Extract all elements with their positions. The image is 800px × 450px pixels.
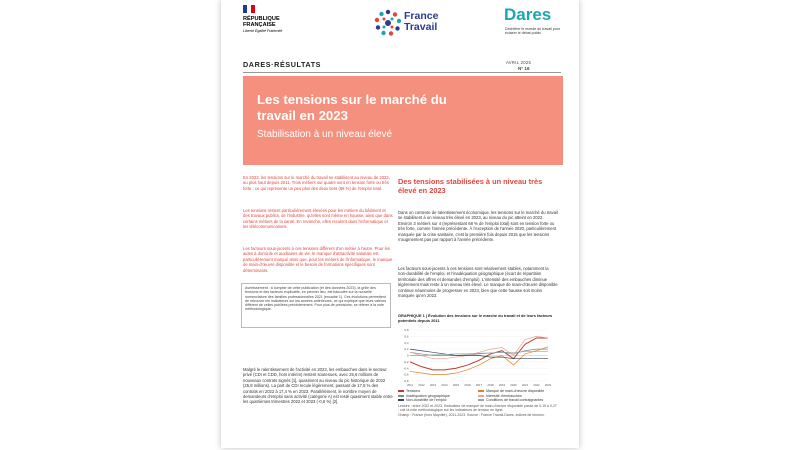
legend-label: Manque de main-d'œuvre disponible <box>486 389 545 393</box>
x-tick-label: 2020 <box>510 383 517 387</box>
y-tick-label: -0,8 <box>403 379 409 383</box>
lead-paragraph: En 2023, les tensions sur le marché du travail se stabilisent au niveau de 2022, au plus haut depuis 2011. Trois métiers sur quatre sont en tension forte ou très forte ; ce qui représente un peu plus des deux tiers (68 %) de l'emploi total. <box>243 175 390 191</box>
france-travail-name: France Travail <box>404 10 439 33</box>
x-tick-label: 2019 <box>498 383 506 387</box>
legend-item <box>398 398 446 402</box>
issue-number: N° 16 <box>518 66 530 71</box>
x-tick-label: 2014 <box>441 383 448 387</box>
legend-swatch <box>478 395 484 397</box>
chart-legend <box>398 389 558 403</box>
france-travail-logo-icon <box>373 8 403 38</box>
x-tick-label: 2011 <box>406 383 414 387</box>
republique-francaise-title: RÉPUBLIQUE FRANÇAISE <box>243 16 280 28</box>
summary-paragraph-2: Les tensions restent particulièrement élevées pour les métiers du bâtiment et des travaux publics, de l'industrie, qu'elles sont même en hausse, ainsi que dans certains métiers de la santé. En revanche, elles reculent dans l'informatique et les télécommunications. <box>243 208 393 230</box>
x-tick-label: 2012 <box>418 383 425 387</box>
x-tick-label: 2015 <box>452 383 460 387</box>
page-subtitle: Stabilisation à un niveau élevé <box>257 129 393 140</box>
x-tick-label: 2018 <box>487 383 494 387</box>
french-flag-icon <box>243 5 255 13</box>
y-tick-label: 0,4 <box>404 340 409 345</box>
series-title: DARES·RÉSULTATS <box>243 60 322 69</box>
issue-date: AVRIL 2025 <box>506 60 532 65</box>
y-tick-label: -0,6 <box>403 372 409 377</box>
y-tick-label: -0,2 <box>403 359 409 364</box>
legend-label: Conditions de travail contraignantes <box>486 398 544 402</box>
publication-page <box>221 0 579 448</box>
legend-swatch <box>478 390 484 392</box>
header-divider <box>243 72 561 73</box>
legend-swatch <box>478 399 484 401</box>
figure-source: Champ : France (hors Mayotte), 2011-2023. Source : France Travail-Dares, indices de tension. <box>398 412 545 417</box>
figure-notes <box>398 404 558 417</box>
warning-note-text: Avertissement : à compter de cette publication (et des données 2023), la grille des tensions et des facteurs explicatifs, en premier lieu, est basculée sur la nouvelle nomenclature des familles professionnelles 2021 (encadré 1). Ces évolutions permettent de retrouver les indicateurs sur les années antérieures, ce qui explique que leurs valeurs diffèrent de celles publiées précédemment. Pour plus de précisions, se référer à la note méthodologique. <box>245 286 387 312</box>
y-tick-label: 0,2 <box>404 347 409 352</box>
dares-logo: Dares <box>504 5 552 24</box>
dares-tagline: Déchiffrer le monde du travail pour éclairer le débat public <box>505 27 561 36</box>
figure-title: GRAPHIQUE 1 | Évolution des tensions sur le marché du travail et de leurs facteurs potentiels depuis 2011 <box>398 313 553 323</box>
x-tick-label: 2022 <box>533 383 540 387</box>
warning-note-box <box>241 283 391 328</box>
body-paragraph-left: Malgré le ralentissement de l'activité en 2023, les embauches dans le secteur privé (CDI et CDD, hors intérim) restent soutenues, avec 25,6 millions de nouveaux contrats signés [1], quasiment au niveau du pic historique de 2022 (25,8 millions). La part de CDI recule légèrement, passant de 17,8 % des contrats en 2022 à 17,4 % en 2023. Parallèlement, le nombre moyen de demandeurs d'emploi sans activité (catégorie A) est resté quasiment stable entre les quatrièmes trimestres 2022 et 2023 (-0,6 %) [2]. <box>243 367 393 405</box>
x-tick-label: 2023 <box>544 383 552 387</box>
x-tick-label: 2017 <box>475 383 483 387</box>
line-chart <box>398 327 558 389</box>
summary-paragraph-3: Les facteurs sous-jacents à ces tensions diffèrent d'un métier à l'autre. Pour les aides à domicile et auxiliaires de vie, le manque d'attractivité salariale est particulièrement marqué alors que, pour les métiers de l'informatique, le manque de main-d'œuvre disponible et le besoin de formations spécifiques sont déterminants. <box>243 246 393 273</box>
y-tick-label: 0,8 <box>404 328 409 332</box>
x-tick-label: 2016 <box>464 383 471 387</box>
x-tick-label: 2013 <box>429 383 437 387</box>
legend-item <box>478 398 543 402</box>
y-tick-label: -0,4 <box>403 366 409 371</box>
legend-label: Inadéquation géographique <box>406 393 450 398</box>
legend-swatch <box>398 399 404 401</box>
body-paragraph-right-1: Dans un contexte de ralentissement économique, les tensions sur le marché du travail se stabilisent à un niveau très élevé en 2023, au niveau du pic atteint en 2022. Environ 3 métiers sur 4 (représentant 68 % de l'emploi total) sont en tension forte ou très forte, comme l'année précédente. À l'exception de l'année 2020, particulièrement marquée par la crise sanitaire, c'est la première fois depuis 2015 que les tensions n'augmentent pas par rapport à l'année précédente. <box>398 210 558 243</box>
body-paragraph-right-2: Les facteurs sous-jacents à ces tensions sont relativement stables, notamment la non-durabilité de l'emploi, et l'inadéquation géographique (écart de répartition territoriale des offres et demandes d'emploi). L'intensité des embauches diminue légèrement mais reste à un niveau très élevé. Le manque de main-d'œuvre disponible continue néanmoins de progresser en 2023, bien que cette hausse soit moins marquée qu'en 2022. <box>398 266 558 299</box>
y-tick-label: 0 <box>406 353 409 358</box>
republique-motto: Liberté Égalité Fraternité <box>243 29 283 33</box>
y-tick-label: 0,6 <box>404 334 409 339</box>
legend-label: Intensité d'embauches <box>486 393 522 398</box>
legend-swatch <box>398 395 404 397</box>
legend-swatch <box>398 390 404 392</box>
legend-label: Tensions <box>406 389 421 393</box>
legend-label: Non-durabilité de l'emploi <box>406 398 447 402</box>
x-tick-label: 2021 <box>521 383 529 387</box>
figure-reading-note: Lecture : entre 2022 et 2023, l'indicateur de manque de main-d'œuvre disponible passe de 0,15 à 0,27 ; voir la note méthodologique sur les indicateurs de tension en ligne. <box>398 404 557 413</box>
page-title: Les tensions sur le marché du travail en 2023 <box>257 92 447 123</box>
section-heading: Des tensions stabilisées à un niveau très élevé en 2023 <box>398 177 543 195</box>
